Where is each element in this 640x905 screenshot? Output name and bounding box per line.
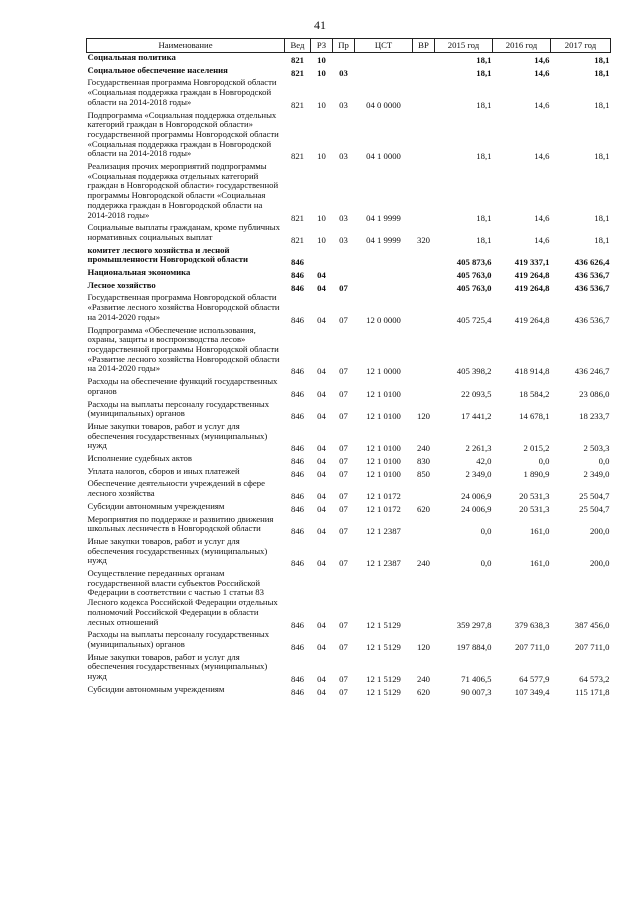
- cell-2016: 161,0: [529, 526, 550, 537]
- cell-vr: [413, 66, 435, 79]
- header-vr: ВР: [413, 39, 435, 53]
- cell-2017: 64 573,2: [579, 674, 610, 685]
- cell-ved: 821: [290, 212, 305, 223]
- cell-name: Обеспечение деятельности учреждений в сфере лесного хозяйства: [87, 478, 265, 499]
- table-row: [87, 515, 611, 537]
- cell-name: Социальное обеспечение населения: [87, 64, 228, 75]
- cell-ved: 821: [290, 67, 305, 78]
- cell-2015: 90 007,3: [461, 686, 492, 697]
- cell-pr: 03: [339, 234, 348, 245]
- cell-name: комитет лесного хозяйства и лесной промышленности Новгородской области: [87, 244, 248, 265]
- cell-pr: [333, 53, 355, 66]
- cell-2017: 2 503,3: [583, 443, 610, 454]
- cell-rz: 04: [317, 314, 326, 325]
- cell-ved: 846: [290, 686, 305, 697]
- cell-2016: 14,6: [534, 151, 550, 162]
- cell-2015: 71 406,5: [461, 674, 492, 685]
- cell-vr: [413, 111, 435, 163]
- cell-2015: 17 441,2: [461, 411, 492, 422]
- cell-2016: 379 638,3: [514, 619, 550, 630]
- cell-ved: 846: [290, 314, 305, 325]
- cell-ved: 846: [290, 270, 305, 281]
- cell-2016: 419 337,1: [514, 257, 550, 268]
- cell-cst: 12 1 5129: [366, 641, 401, 652]
- cell-2015: 22 093,5: [461, 388, 492, 399]
- cell-cst: 04 1 9999: [366, 212, 401, 223]
- cell-2017: 115 171,8: [575, 686, 610, 697]
- cell-pr: 07: [339, 282, 348, 293]
- cell-rz: 04: [317, 456, 326, 467]
- cell-pr: 07: [339, 686, 348, 697]
- cell-2016: 20 531,3: [519, 491, 550, 502]
- cell-2017: 18,1: [594, 99, 610, 110]
- cell-name: Социальная политика: [87, 52, 176, 62]
- cell-cst: 12 1 5129: [366, 619, 401, 630]
- cell-cst: 12 1 0100: [366, 443, 401, 454]
- cell-2016: 14,6: [534, 99, 550, 110]
- cell-cst: 04 0 0000: [366, 99, 401, 110]
- cell-2017: 436 536,7: [574, 314, 610, 325]
- cell-2015: 24 006,9: [461, 491, 492, 502]
- cell-cst: 12 1 2387: [366, 558, 401, 569]
- cell-name: Лесное хозяйство: [87, 279, 156, 290]
- cell-pr: 07: [339, 388, 348, 399]
- cell-cst: 04 1 9999: [366, 234, 401, 245]
- cell-pr: 07: [339, 526, 348, 537]
- cell-2016: 1 890,9: [523, 468, 550, 479]
- cell-vr: [413, 293, 435, 325]
- cell-pr: 07: [339, 674, 348, 685]
- cell-cst: 12 1 0172: [366, 491, 401, 502]
- cell-rz: 10: [317, 151, 326, 162]
- cell-2015: 18,1: [476, 99, 492, 110]
- table-row: [87, 422, 611, 454]
- table-header-row: [87, 39, 611, 53]
- cell-cst: 12 1 0100: [366, 411, 401, 422]
- cell-pr: 07: [339, 456, 348, 467]
- cell-2017: 436 626,4: [574, 257, 610, 268]
- budget-table: [86, 38, 611, 697]
- table-row: [87, 454, 611, 467]
- cell-vr: 240: [416, 558, 431, 569]
- cell-vr: 620: [416, 686, 431, 697]
- cell-2016: 419 264,8: [514, 270, 550, 281]
- table-row: [87, 293, 611, 325]
- cell-name: Иные закупки товаров, работ и услуг для обеспечения государственных (муниципальных) нужд: [87, 420, 268, 451]
- cell-2015: 18,1: [476, 212, 492, 223]
- cell-2016: 107 349,4: [514, 686, 550, 697]
- cell-cst: [355, 66, 413, 79]
- cell-rz: 10: [317, 234, 326, 245]
- cell-2015: 197 884,0: [456, 641, 492, 652]
- cell-name: Реализация прочих мероприятий подпрограммы «Социальная поддержка отдельных категорий граждан в Новгородской области» государственной программы Новгородской области «Социальная поддержка граждан в Новгородской области на 2014-2018 годы»: [87, 161, 279, 220]
- cell-2015: 359 297,8: [456, 619, 492, 630]
- table-row: [87, 630, 611, 652]
- cell-2017: 436 536,7: [574, 282, 610, 293]
- table-row: [87, 78, 611, 110]
- cell-vr: [413, 326, 435, 378]
- cell-2017: 18,1: [594, 234, 610, 245]
- cell-pr: 07: [339, 443, 348, 454]
- cell-ved: 846: [290, 491, 305, 502]
- cell-name: Национальная экономика: [87, 267, 191, 278]
- cell-rz: 04: [317, 619, 326, 630]
- table-row: [87, 377, 611, 399]
- cell-name: Мероприятия по поддержке и развитию движения школьных лесничеств в Новгородской области: [87, 513, 274, 534]
- cell-pr: 03: [339, 151, 348, 162]
- cell-2017: 387 456,0: [574, 619, 610, 630]
- cell-rz: [311, 246, 333, 268]
- cell-2015: 0,0: [480, 558, 492, 569]
- table-row: [87, 246, 611, 268]
- header-2017: 2017 год: [551, 39, 611, 53]
- cell-vr: [413, 479, 435, 501]
- cell-cst: [355, 268, 413, 281]
- cell-2016: 14 678,1: [519, 411, 550, 422]
- table-row: [87, 223, 611, 245]
- cell-vr: [413, 246, 435, 268]
- cell-ved: 846: [290, 674, 305, 685]
- cell-2015: 405 763,0: [456, 282, 492, 293]
- cell-2016: 207 711,0: [515, 641, 550, 652]
- cell-2015: 405 873,6: [456, 257, 492, 268]
- cell-2015: 405 763,0: [456, 270, 492, 281]
- cell-rz: 04: [317, 558, 326, 569]
- table-row: [87, 537, 611, 569]
- cell-2017: 25 504,7: [579, 491, 610, 502]
- cell-2017: 436 536,7: [574, 270, 610, 281]
- cell-2015: 0,0: [480, 526, 492, 537]
- table-body: [87, 53, 611, 698]
- cell-vr: [413, 162, 435, 223]
- cell-cst: 12 1 0172: [366, 503, 401, 514]
- cell-name: Иные закупки товаров, работ и услуг для обеспечения государственных (муниципальных) нужд: [87, 651, 268, 682]
- cell-pr: 07: [339, 619, 348, 630]
- table-row: [87, 111, 611, 163]
- cell-ved: 846: [290, 526, 305, 537]
- cell-cst: 12 1 0100: [366, 456, 401, 467]
- cell-ved: 821: [290, 234, 305, 245]
- cell-name: Расходы на выплаты персоналу государственных (муниципальных) органов: [87, 629, 270, 649]
- header-rz: РЗ: [311, 39, 333, 53]
- cell-2016: 0,0: [538, 456, 550, 467]
- cell-2015: 2 261,3: [465, 443, 492, 454]
- cell-cst: [355, 53, 413, 66]
- cell-ved: 846: [290, 619, 305, 630]
- table-row: [87, 268, 611, 281]
- cell-cst: 12 1 5129: [366, 674, 401, 685]
- cell-name: Подпрограмма «Социальная поддержка отдельных категорий граждан в Новгородской области» государственной программы Новгородской области «Социальная поддержка граждан в Новгородской области на 2014-2018 годы»: [87, 109, 279, 159]
- cell-name: Государственная программа Новгородской области «Социальная поддержка граждан в Новгородской области на 2014-2018 годы»: [87, 77, 277, 107]
- cell-name: Расходы на выплаты персоналу государственных (муниципальных) органов: [87, 398, 270, 419]
- cell-vr: [413, 377, 435, 399]
- cell-ved: 821: [290, 151, 305, 162]
- cell-vr: [413, 53, 435, 66]
- cell-2016: 2 015,2: [523, 443, 550, 454]
- cell-2015: 18,1: [476, 151, 492, 162]
- cell-2015: 42,0: [476, 456, 492, 467]
- cell-2016: 20 531,3: [519, 503, 550, 514]
- table-row: [87, 326, 611, 378]
- cell-rz: 10: [317, 212, 326, 223]
- cell-vr: 240: [416, 674, 431, 685]
- cell-ved: 846: [290, 468, 305, 479]
- cell-pr: [333, 268, 355, 281]
- cell-ved: 846: [290, 503, 305, 514]
- cell-vr: [413, 515, 435, 537]
- cell-2017: 18,1: [594, 151, 610, 162]
- cell-rz: 04: [317, 641, 326, 652]
- cell-rz: 04: [317, 491, 326, 502]
- cell-2017: 18,1: [594, 212, 610, 223]
- table-row: [87, 502, 611, 515]
- cell-vr: [413, 281, 435, 294]
- table-row: [87, 653, 611, 685]
- cell-pr: 07: [339, 366, 348, 377]
- cell-vr: 320: [416, 234, 431, 245]
- cell-ved: 846: [290, 282, 305, 293]
- header-2015: 2015 год: [435, 39, 493, 53]
- cell-cst: 12 1 0100: [366, 468, 401, 479]
- cell-name: Осуществление переданных органам государственной власти субъектов Российской Федерации в соответствии с частью 1 статьи 83 Лесного кодекса Российской Федерации отдельных полномочий Российской Федерации в области лесных отношений: [87, 568, 278, 627]
- cell-ved: 846: [290, 456, 305, 467]
- cell-rz: 10: [317, 67, 326, 78]
- cell-vr: 830: [416, 456, 431, 467]
- cell-vr: 120: [416, 411, 431, 422]
- header-2016: 2016 год: [493, 39, 551, 53]
- cell-2016: 419 264,8: [514, 314, 550, 325]
- cell-vr: [413, 268, 435, 281]
- cell-ved: 821: [290, 55, 305, 65]
- cell-rz: 04: [317, 411, 326, 422]
- cell-vr: 850: [416, 468, 431, 479]
- cell-pr: [333, 246, 355, 268]
- cell-2015: 18,1: [476, 234, 492, 245]
- cell-cst: 12 1 0000: [366, 366, 401, 377]
- table-row: [87, 53, 611, 66]
- cell-cst: 04 1 0000: [366, 151, 401, 162]
- cell-2016: 14,6: [534, 67, 550, 78]
- cell-ved: 846: [290, 366, 305, 377]
- cell-rz: 04: [317, 526, 326, 537]
- cell-cst: [355, 246, 413, 268]
- cell-cst: 12 1 0100: [366, 388, 401, 399]
- cell-name: Субсидии автономным учреждениям: [87, 500, 225, 511]
- cell-pr: 07: [339, 558, 348, 569]
- cell-pr: 03: [339, 99, 348, 110]
- cell-pr: 03: [339, 212, 348, 223]
- cell-ved: 846: [290, 257, 305, 268]
- cell-name: Субсидии автономным учреждениям: [87, 683, 225, 694]
- cell-rz: 04: [317, 468, 326, 479]
- cell-name: Исполнение судебных актов: [87, 453, 192, 464]
- cell-2017: 200,0: [589, 558, 610, 569]
- cell-ved: 846: [290, 558, 305, 569]
- cell-pr: 07: [339, 411, 348, 422]
- cell-ved: 846: [290, 641, 305, 652]
- cell-rz: 04: [317, 686, 326, 697]
- cell-cst: [355, 281, 413, 294]
- table-row: [87, 569, 611, 630]
- cell-cst: 12 1 2387: [366, 526, 401, 537]
- cell-ved: 846: [290, 411, 305, 422]
- header-name: Наименование: [87, 39, 285, 53]
- cell-2017: 18,1: [594, 55, 610, 65]
- cell-2016: 64 577,9: [519, 674, 550, 685]
- page-number: 41: [314, 18, 326, 32]
- cell-vr: [413, 569, 435, 630]
- cell-name: Социальные выплаты гражданам, кроме публичных нормативных социальных выплат: [87, 222, 280, 242]
- cell-cst: 12 0 0000: [366, 314, 401, 325]
- cell-ved: 846: [290, 443, 305, 454]
- cell-ved: 821: [290, 99, 305, 110]
- cell-vr: 240: [416, 443, 431, 454]
- cell-pr: 03: [339, 67, 348, 78]
- cell-name: Расходы на обеспечение функций государственных органов: [87, 376, 278, 396]
- cell-2015: 18,1: [476, 67, 492, 78]
- cell-pr: 07: [339, 314, 348, 325]
- cell-vr: [413, 78, 435, 110]
- table-row: [87, 400, 611, 422]
- cell-rz: 04: [317, 270, 326, 281]
- table-row: [87, 162, 611, 223]
- cell-name: Подпрограмма «Обеспечение использования, охраны, защиты и воспроизводства лесов» государственной программы Новгородской области «Развитие лесного хозяйства Новгородской области на 2014-2020 годы»: [87, 324, 280, 374]
- cell-rz: 04: [317, 674, 326, 685]
- cell-ved: 846: [290, 388, 305, 399]
- cell-rz: 04: [317, 443, 326, 454]
- cell-2016: 14,6: [534, 55, 550, 65]
- cell-pr: 07: [339, 641, 348, 652]
- cell-2017: 200,0: [589, 526, 610, 537]
- cell-pr: 07: [339, 503, 348, 514]
- cell-rz: 04: [317, 366, 326, 377]
- cell-vr: 120: [416, 641, 431, 652]
- cell-cst: 12 1 5129: [366, 686, 401, 697]
- cell-2017: 0,0: [598, 456, 610, 467]
- cell-pr: 07: [339, 491, 348, 502]
- cell-2017: 436 246,7: [574, 366, 610, 377]
- cell-rz: 10: [317, 55, 326, 65]
- cell-2017: 25 504,7: [579, 503, 610, 514]
- header-cst: ЦСТ: [355, 39, 413, 53]
- cell-2016: 18 584,2: [519, 388, 550, 399]
- cell-vr: 620: [416, 503, 431, 514]
- cell-rz: 04: [317, 503, 326, 514]
- table-row: [87, 479, 611, 501]
- cell-2017: 23 086,0: [579, 388, 610, 399]
- table-row: [87, 685, 611, 698]
- header-ved: Вед: [285, 39, 311, 53]
- cell-2015: 24 006,9: [461, 503, 492, 514]
- cell-2015: 405 725,4: [456, 314, 492, 325]
- cell-2017: 2 349,0: [583, 468, 610, 479]
- cell-rz: 04: [317, 388, 326, 399]
- cell-2017: 207 711,0: [575, 641, 610, 652]
- cell-2016: 161,0: [529, 558, 550, 569]
- cell-rz: 10: [317, 99, 326, 110]
- cell-2015: 2 349,0: [465, 468, 492, 479]
- cell-2016: 418 914,8: [514, 366, 550, 377]
- cell-2015: 405 398,2: [456, 366, 492, 377]
- cell-2017: 18 233,7: [579, 411, 610, 422]
- cell-2015: 18,1: [476, 55, 492, 65]
- cell-rz: 04: [317, 282, 326, 293]
- cell-2017: 18,1: [594, 67, 610, 78]
- cell-pr: 07: [339, 468, 348, 479]
- cell-2016: 14,6: [534, 234, 550, 245]
- cell-name: Иные закупки товаров, работ и услуг для обеспечения государственных (муниципальных) нужд: [87, 535, 268, 566]
- cell-name: Государственная программа Новгородской области «Развитие лесного хозяйства Новгородской области на 2014-2020 годы»: [87, 292, 280, 322]
- header-pr: Пр: [333, 39, 355, 53]
- cell-2016: 14,6: [534, 212, 550, 223]
- cell-2016: 419 264,8: [514, 282, 550, 293]
- cell-name: Уплата налогов, сборов и иных платежей: [87, 465, 240, 476]
